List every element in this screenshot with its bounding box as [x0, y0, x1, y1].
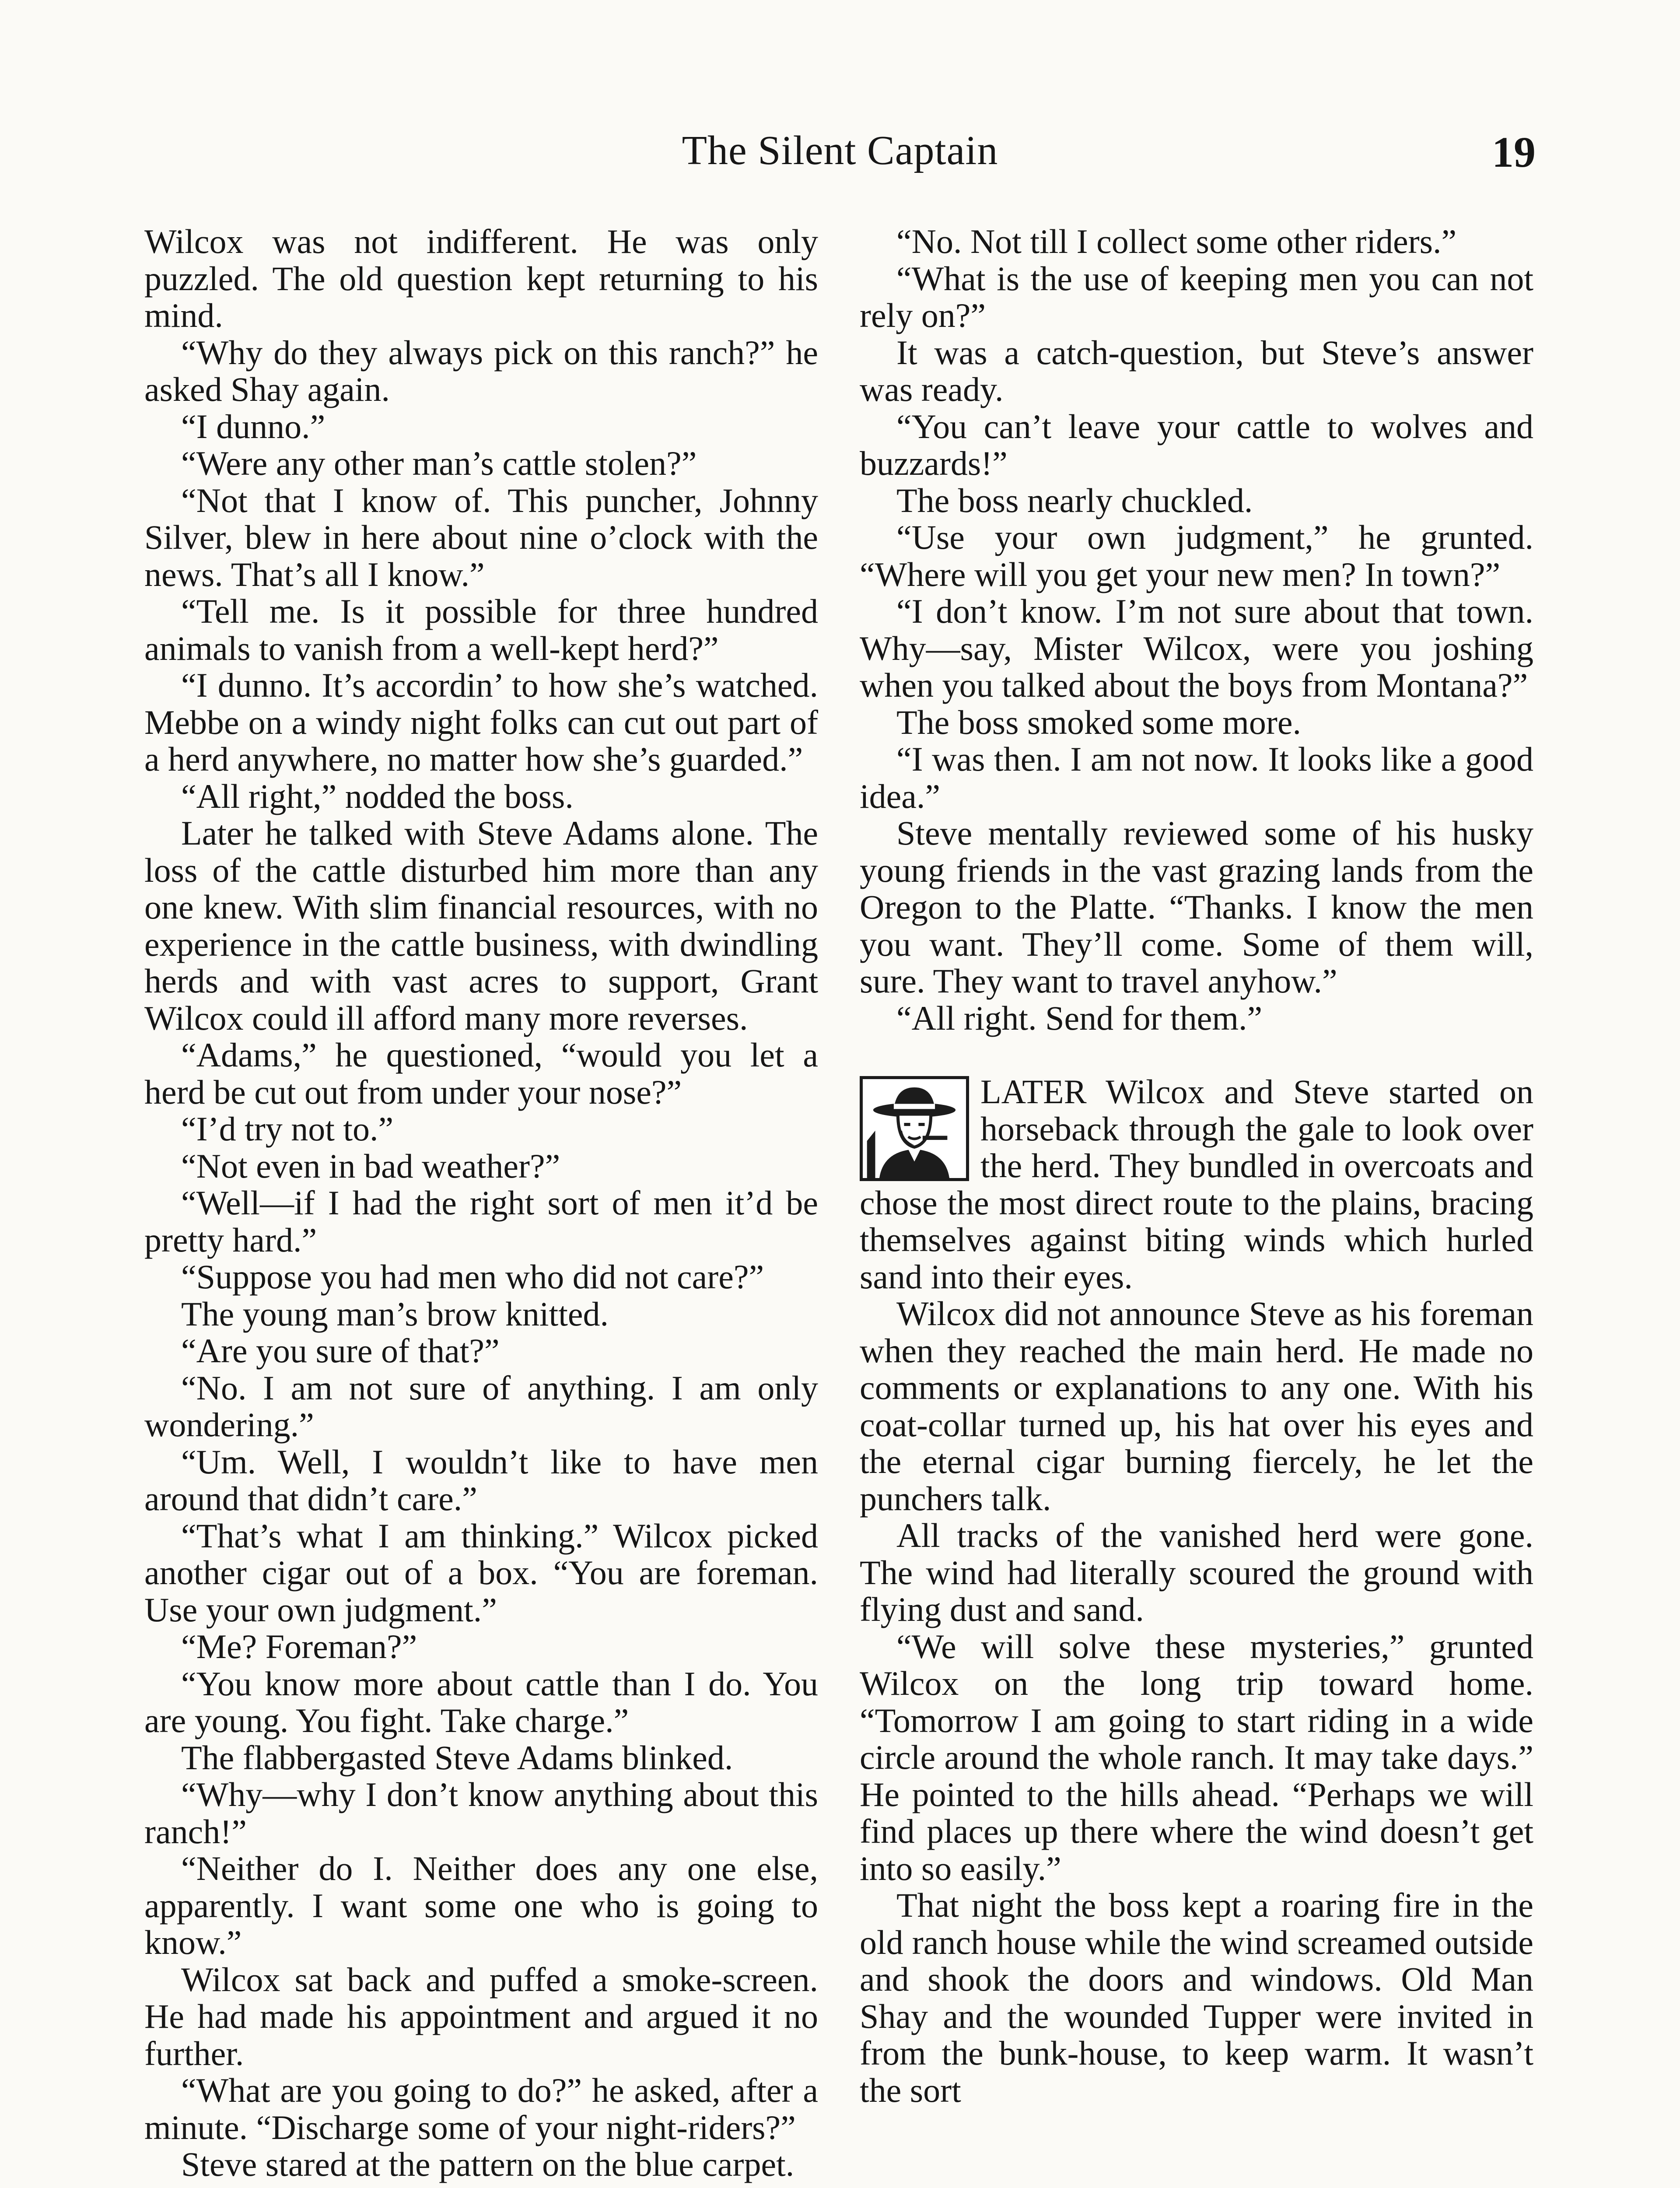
running-title: The Silent Captain: [682, 128, 998, 173]
paragraph: That night the boss kept a roaring fire in the old ranch house while the wind screamed outside and shook the doors and windows. Old Man Shay and the wounded Tupper were invited in from the bunk-house, to keep warm. It wasn’t the sort: [860, 1886, 1533, 2109]
paragraph: All tracks of the vanished herd were gone. The wind had literally scoured the ground with flying dust and sand.: [860, 1516, 1533, 1628]
paragraph: “You know more about cattle than I do. You are young. You fight. Take charge.”: [144, 1664, 818, 1739]
paragraph: Wilcox was not indifferent. He was only puzzled. The old question kept returning to his mind.: [144, 222, 818, 334]
right-column: [860, 223, 1533, 2109]
paragraph: “I was then. I am not now. It looks like a good idea.”: [860, 740, 1533, 815]
paragraph: “Me? Foreman?”: [181, 1627, 417, 1666]
page-header: [144, 127, 1536, 184]
paragraph: “We will solve these mysteries,” grunted Wilcox on the long trip toward home. “Tomorrow I am going to start riding in a wide circle around the whole ranch. It may take days.” He pointed to the hills ahead. “Perhaps we will find places up there where the wind doesn’t get into so easily.”: [860, 1627, 1533, 1887]
paragraph: “Why do they always pick on this ranch?” he asked Shay again.: [144, 333, 818, 408]
paragraph: “Suppose you had men who did not care?”: [181, 1258, 764, 1296]
paragraph: “No. I am not sure of anything. I am only wondering.”: [144, 1368, 818, 1444]
paragraph: It was a catch-question, but Steve’s answer was ready.: [860, 333, 1533, 408]
paragraph: “What are you going to do?” he asked, after a minute. “Discharge some of your night-riders?”: [144, 2071, 818, 2146]
paragraph: The boss smoked some more.: [896, 703, 1302, 741]
section-opening-paragraph: [860, 1073, 1533, 1295]
paragraph: Steve mentally reviewed some of his husky young friends in the vast grazing lands from the Oregon to the Platte. “Thanks. I know the men you want. They’ll come. Some of them will, sure. They want to travel anyhow.”: [860, 814, 1533, 1000]
paragraph: “All right. Send for them.”: [896, 999, 1263, 1037]
cowboy-icon: [863, 1079, 966, 1178]
paragraph: “Are you sure of that?”: [181, 1332, 500, 1370]
paragraph: “I don’t know. I’m not sure about that town. Why—say, Mister Wilcox, were you joshing when you talked about the boys from Montana?”: [860, 592, 1533, 704]
paragraph: “Why—why I don’t know anything about this ranch!”: [144, 1775, 818, 1851]
paragraph: Steve stared at the pattern on the blue carpet.: [181, 2145, 794, 2183]
section-opening-text: LATER Wilcox and Steve started on horseback through the gale to look over the herd. They bundled in overcoats and chose the most direct route to the plains, bracing themselves against biting winds which hurled sand into their eyes.: [860, 1073, 1533, 1296]
page-number: 19: [1492, 128, 1536, 176]
paragraph: The boss nearly chuckled.: [896, 481, 1253, 519]
paragraph: “Were any other man’s cattle stolen?”: [181, 444, 697, 482]
paragraph: “I’d try not to.”: [181, 1110, 394, 1148]
paragraph: Later he talked with Steve Adams alone. The loss of the cattle disturbed him more than any one knew. With slim financial resources, with no experience in the cattle business, with dwindling herds and with vast acres to support, Grant Wilcox could ill afford many more reverses.: [144, 814, 818, 1037]
cowboy-portrait-illustration: [860, 1076, 969, 1181]
left-column: [144, 223, 818, 2183]
paragraph: “Um. Well, I wouldn’t like to have men around that didn’t care.”: [144, 1442, 818, 1518]
paragraph: “Well—if I had the right sort of men it’d be pretty hard.”: [144, 1184, 818, 1259]
paragraph: The young man’s brow knitted.: [181, 1294, 609, 1333]
paragraph: “You can’t leave your cattle to wolves and buzzards!”: [860, 407, 1533, 482]
paragraph: “Neither do I. Neither does any one else, apparently. I want some one who is going to know.”: [144, 1849, 818, 1961]
paragraph: “Tell me. Is it possible for three hundred animals to vanish from a well-kept herd?”: [144, 592, 818, 667]
paragraph: “No. Not till I collect some other riders.”: [896, 222, 1457, 260]
paragraph: “Adams,” he questioned, “would you let a herd be cut out from under your nose?”: [144, 1036, 818, 1111]
paragraph: The flabbergasted Steve Adams blinked.: [181, 1738, 733, 1777]
paragraph: “I dunno.”: [181, 407, 326, 445]
paragraph: “That’s what I am thinking.” Wilcox picked another cigar out of a box. “You are foreman. Use your own judgment.”: [144, 1516, 818, 1629]
paragraph: “Not even in bad weather?”: [181, 1147, 560, 1185]
paragraph: “All right,” nodded the boss.: [181, 777, 574, 815]
paragraph: “Use your own judgment,” he grunted. “Where will you get your new men? In town?”: [860, 518, 1533, 593]
paragraph: Wilcox did not announce Steve as his foreman when they reached the main herd. He made no comments or explanations to any one. With his coat-collar turned up, his hat over his eyes and the eternal cigar burning fiercely, he let the punchers talk.: [860, 1294, 1533, 1518]
paragraph: “I dunno. It’s accordin’ to how she’s watched. Mebbe on a windy night folks can cut out part of a herd anywhere, no matter how she’s guarded.”: [144, 666, 818, 778]
paragraph: Wilcox sat back and puffed a smoke-screen. He had made his appointment and argued it no further.: [144, 1960, 818, 2072]
paragraph: “What is the use of keeping men you can not rely on?”: [860, 259, 1533, 334]
paragraph: “Not that I know of. This puncher, Johnny Silver, blew in here about nine o’clock with the news. That’s all I know.”: [144, 481, 818, 593]
